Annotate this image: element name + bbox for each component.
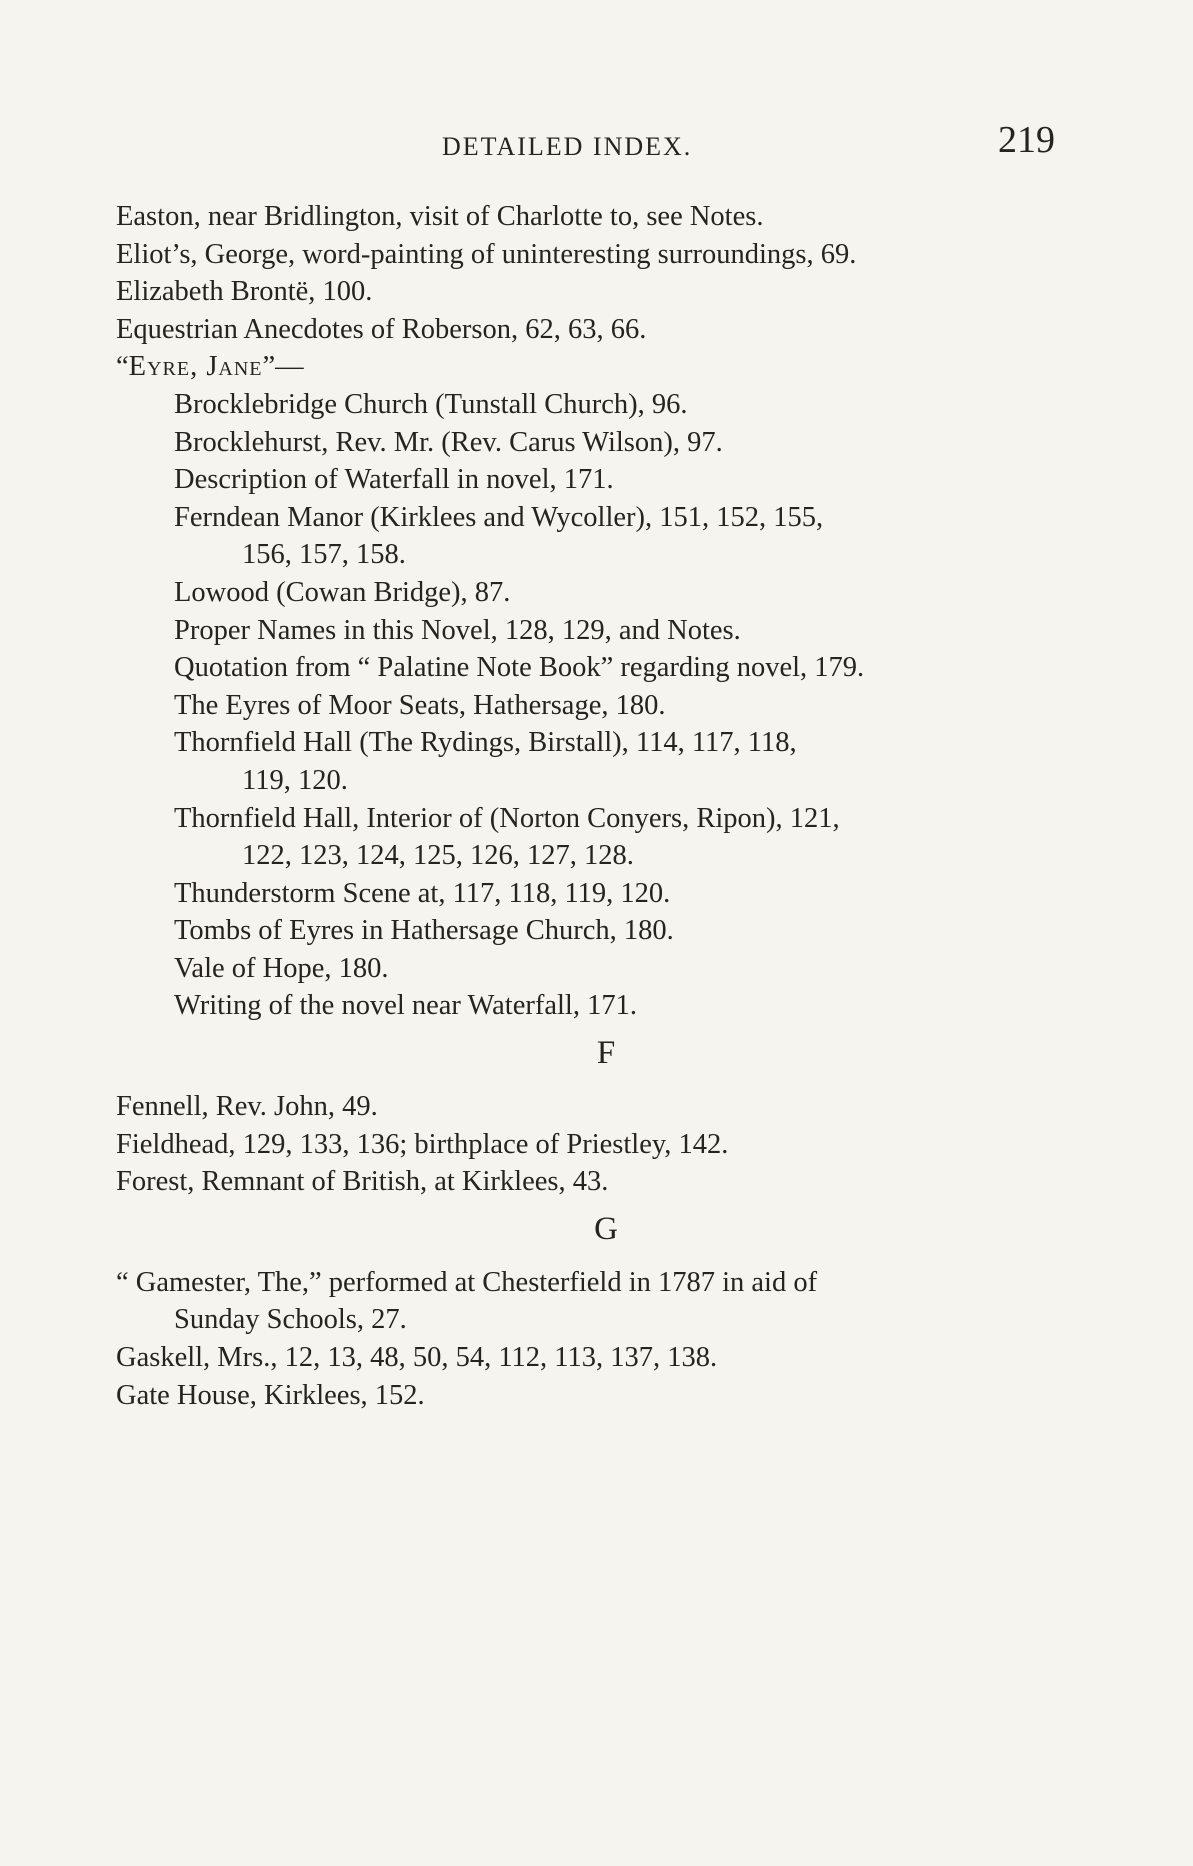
index-entry-gamester: “ Gamester, The,” performed at Chesterfield in 1787 in aid of [116,1266,818,1298]
subentry-continuation: 122, 123, 124, 125, 126, 127, 128. [242,840,634,872]
index-heading-eyre [116,348,1076,386]
section-letter-g: G [594,1210,618,1247]
index-entry-fieldhead: Fieldhead, 129, 133, 136; birthplace of Priestley, 142. [116,1128,729,1160]
index-entry-forest: Forest, Remnant of British, at Kirklees, 43. [116,1166,609,1198]
subentry: Lowood (Cowan Bridge), 87. [174,576,511,608]
index-entry-gaskell: Gaskell, Mrs., 12, 13, 48, 50, 54, 112, 113, 137, 138. [116,1342,718,1374]
subentry: Tombs of Eyres in Hathersage Church, 180. [174,915,674,947]
subentry: Thornfield Hall (The Rydings, Birstall), 114, 117, 118, [174,727,797,759]
index-entry-easton: Easton, near Bridlington, visit of Charlotte to, see Notes. [116,201,764,232]
subentry-continuation: 119, 120. [242,764,348,796]
index-entry-elizabeth-bronte: Elizabeth Brontë, 100. [116,276,373,308]
index-entry-fennell: Fennell, Rev. John, 49. [116,1091,378,1123]
page-header [0,118,1193,168]
section-letter-f: F [596,1035,616,1072]
index-entry-equestrian: Equestrian Anecdotes of Roberson, 62, 63, 66. [116,313,647,345]
subentry: Proper Names in this Novel, 128, 129, and Notes. [174,614,741,646]
subentry: The Eyres of Moor Seats, Hathersage, 180. [174,689,666,721]
heading-title: Eyre, Jane [128,351,263,383]
subentry-continuation: 156, 157, 158. [242,539,406,571]
entry-continuation: Sunday Schools, 27. [174,1304,407,1336]
subentry: Quotation from “ Palatine Note Book” regarding novel, 179. [174,652,865,684]
subentry: Description of Waterfall in novel, 171. [174,464,614,496]
index-entries [116,198,1076,1414]
subentry: Brocklebridge Church (Tunstall Church), 96. [174,388,688,420]
subentry: Brocklehurst, Rev. Mr. (Rev. Carus Wilson), 97. [174,426,723,458]
subentry: Thornfield Hall, Interior of (Norton Conyers, Ripon), 121, [174,802,840,834]
running-head: DETAILED INDEX. [442,132,693,161]
subentry: Writing of the novel near Waterfall, 171. [174,990,637,1022]
open-quote: “ [116,351,129,383]
subentry: Thunderstorm Scene at, 117, 118, 119, 120. [174,877,671,909]
index-entry-eliot: Eliot’s, George, word-painting of uninteresting surroundings, 69. [116,238,857,270]
subentry: Vale of Hope, 180. [174,952,389,984]
subentry: Ferndean Manor (Kirklees and Wycoller), 151, 152, 155, [174,501,824,533]
index-entry-gate-house: Gate House, Kirklees, 152. [116,1379,425,1411]
heading-close: ”— [262,351,304,383]
page-number: 219 [998,119,1055,161]
